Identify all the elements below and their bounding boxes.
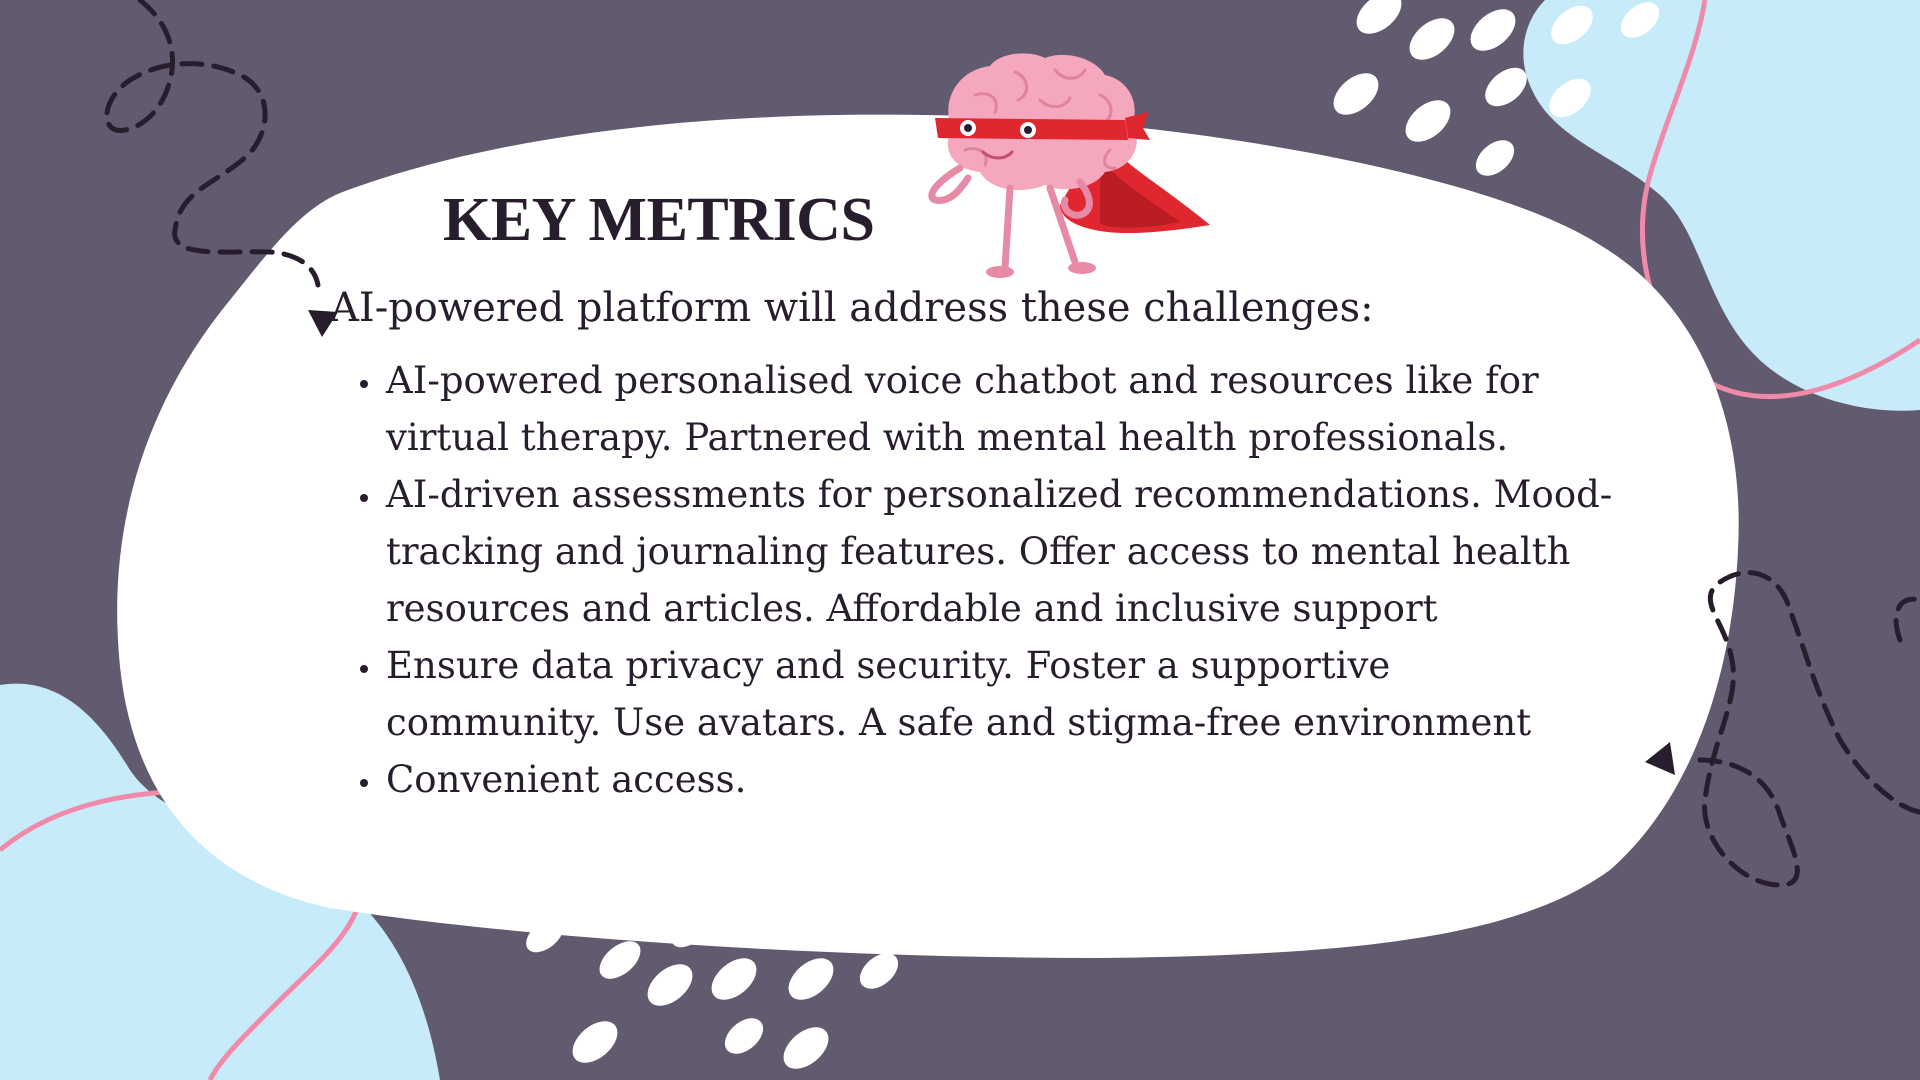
- bullet-list: [386, 352, 1616, 808]
- list-item: Ensure data privacy and security. Foster a supportive community. Use avatars. A safe and stigma-free environment: [386, 637, 1616, 751]
- list-item: AI-powered personalised voice chatbot and resources like for virtual therapy. Partnered with mental health professionals.: [386, 352, 1616, 466]
- list-item: Convenient access.: [386, 751, 1616, 808]
- slide-title: KEY METRICS: [443, 186, 875, 254]
- list-item: AI-driven assessments for personalized recommendations. Mood-tracking and journaling features. Offer access to mental health resources and articles. Affordable and inclusive support: [386, 466, 1616, 637]
- dashed-swirl-right: [1700, 573, 1920, 885]
- intro-text: AI-powered platform will address these challenges:: [330, 285, 1374, 331]
